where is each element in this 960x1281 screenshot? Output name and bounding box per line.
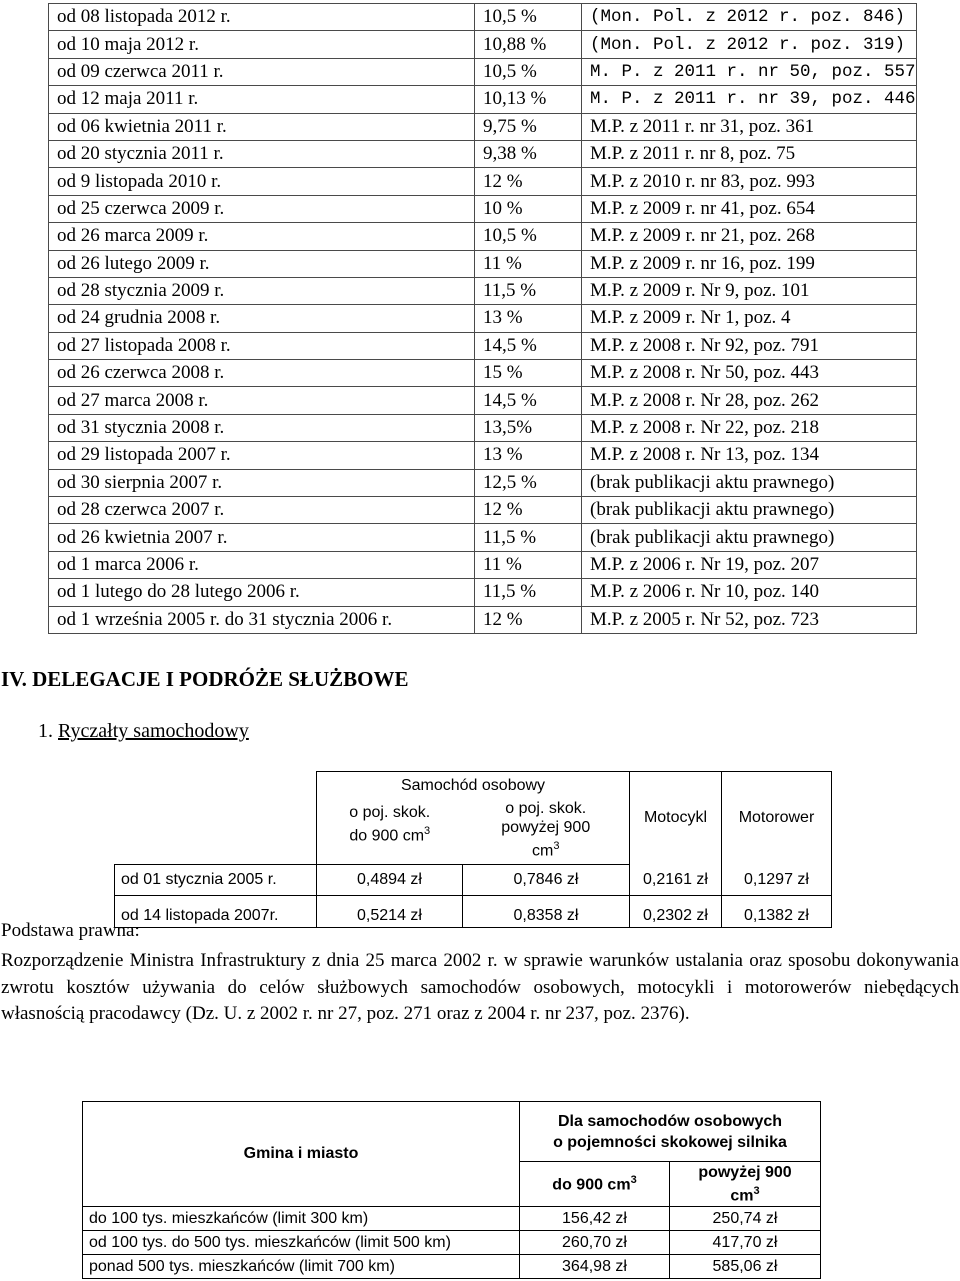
rate-period: od 09 czerwca 2011 r.: [49, 58, 475, 85]
rate-period: od 28 czerwca 2007 r.: [49, 497, 475, 524]
rate-value: 13 %: [475, 305, 582, 332]
rate-row: [49, 414, 917, 441]
rate-source: M.P. z 2009 r. nr 41, poz. 654: [582, 195, 917, 222]
rate-period: od 27 listopada 2008 r.: [49, 332, 475, 359]
rate-value: 11,5 %: [475, 524, 582, 551]
municipal-row-large: 250,74 zł: [670, 1207, 821, 1231]
vehicle-header-blank-2: [115, 797, 317, 865]
rate-row: [49, 387, 917, 414]
rate-source: M.P. z 2011 r. nr 8, poz. 75: [582, 140, 917, 167]
rate-row: [49, 360, 917, 387]
rate-value: 12 %: [475, 606, 582, 633]
vehicle-col-large-line1: o poj. skok.: [505, 799, 587, 817]
rate-row: [49, 442, 917, 469]
rate-row: [49, 223, 917, 250]
rate-row: [49, 277, 917, 304]
rate-source: M.P. z 2005 r. Nr 52, poz. 723: [582, 606, 917, 633]
rate-value: 11,5 %: [475, 277, 582, 304]
municipal-col-label: Gmina i miasto: [83, 1102, 520, 1207]
municipal-col-large-sup: 3: [753, 1184, 760, 1197]
rate-source: M.P. z 2010 r. nr 83, poz. 993: [582, 168, 917, 195]
rate-value: 10,5 %: [475, 58, 582, 85]
municipal-row-large: 417,70 zł: [670, 1231, 821, 1255]
vehicle-col-moped: Motorower: [722, 772, 832, 865]
municipal-row-label: ponad 500 tys. mieszkańców (limit 700 km): [83, 1255, 520, 1279]
rate-value: 13,5%: [475, 414, 582, 441]
vehicle-row-label: od 14 listopada 2007r.: [115, 896, 317, 928]
rate-row: [49, 524, 917, 551]
vehicle-col-small-engine: [317, 797, 463, 865]
rate-value: 9,75 %: [475, 113, 582, 140]
vehicle-row-large: 0,8358 zł: [463, 896, 630, 928]
vehicle-header-blank: [115, 772, 317, 797]
rate-period: od 28 stycznia 2009 r.: [49, 277, 475, 304]
rate-value: 10,5 %: [475, 4, 582, 31]
rate-row: [49, 113, 917, 140]
rate-value: 14,5 %: [475, 387, 582, 414]
vehicle-col-large-sup: 3: [553, 839, 560, 852]
rate-value: 11 %: [475, 551, 582, 578]
municipal-allowance-table: [82, 1101, 821, 1279]
rate-source: M.P. z 2011 r. nr 31, poz. 361: [582, 113, 917, 140]
municipal-row-large: 585,06 zł: [670, 1255, 821, 1279]
rate-source: M.P. z 2009 r. nr 16, poz. 199: [582, 250, 917, 277]
vehicle-group-header: Samochód osobowy: [317, 772, 630, 797]
rate-source: (Mon. Pol. z 2012 r. poz. 319): [582, 31, 917, 58]
rate-period: od 06 kwietnia 2011 r.: [49, 113, 475, 140]
rate-source: (brak publikacji aktu prawnego): [582, 469, 917, 496]
rate-source: M.P. z 2006 r. Nr 10, poz. 140: [582, 579, 917, 606]
rate-value: 11 %: [475, 250, 582, 277]
rate-period: od 29 listopada 2007 r.: [49, 442, 475, 469]
rate-row: [49, 497, 917, 524]
rate-source: M.P. z 2009 r. nr 21, poz. 268: [582, 223, 917, 250]
vehicle-row-small: 0,4894 zł: [317, 865, 463, 896]
rate-value: 13 %: [475, 442, 582, 469]
rate-period: od 26 kwietnia 2007 r.: [49, 524, 475, 551]
vehicle-col-large-engine: [463, 797, 630, 865]
rate-period: od 26 lutego 2009 r.: [49, 250, 475, 277]
municipal-row-small: 364,98 zł: [520, 1255, 670, 1279]
vehicle-row-label: od 01 stycznia 2005 r.: [115, 865, 317, 896]
rate-row: [49, 551, 917, 578]
rate-value: 14,5 %: [475, 332, 582, 359]
rate-value: 9,38 %: [475, 140, 582, 167]
rate-row: [49, 31, 917, 58]
rate-period: od 26 czerwca 2008 r.: [49, 360, 475, 387]
rate-period: od 1 lutego do 28 lutego 2006 r.: [49, 579, 475, 606]
municipal-row-small: 260,70 zł: [520, 1231, 670, 1255]
rate-row: [49, 305, 917, 332]
rate-source: M. P. z 2011 r. nr 39, poz. 446: [582, 86, 917, 113]
rate-value: 10,13 %: [475, 86, 582, 113]
rate-period: od 31 stycznia 2008 r.: [49, 414, 475, 441]
municipal-col-large-line2: [670, 1182, 820, 1205]
interest-rates-body: [49, 4, 917, 634]
vehicle-col-large-line2: powyżej 900: [501, 818, 591, 836]
vehicle-row-small: 0,5214 zł: [317, 896, 463, 928]
vehicle-col-large-line3: [463, 837, 630, 860]
municipal-col-small-text: do 900 cm: [552, 1176, 631, 1194]
vehicle-row-moped: 0,1382 zł: [722, 896, 832, 928]
rate-source: (brak publikacji aktu prawnego): [582, 524, 917, 551]
rate-period: od 25 czerwca 2009 r.: [49, 195, 475, 222]
rate-source: (brak publikacji aktu prawnego): [582, 497, 917, 524]
vehicle-col-small-sup: 3: [424, 825, 431, 838]
rate-row: [49, 86, 917, 113]
municipal-row-label: od 100 tys. do 500 tys. mieszkańców (limit 500 km): [83, 1231, 520, 1255]
subsection-label: Ryczałty samochodowy: [58, 720, 249, 742]
municipal-group-line2: o pojemności skokowej silnika: [553, 1133, 787, 1151]
vehicle-row-moto: 0,2161 zł: [630, 865, 722, 896]
municipal-row-label: do 100 tys. mieszkańców (limit 300 km): [83, 1207, 520, 1231]
rate-source: M.P. z 2006 r. Nr 19, poz. 207: [582, 551, 917, 578]
rate-period: od 1 września 2005 r. do 31 stycznia 2006 r.: [49, 606, 475, 633]
municipal-group-header: [520, 1102, 821, 1162]
rate-value: 15 %: [475, 360, 582, 387]
municipal-col-large-line1: powyżej 900: [698, 1163, 792, 1181]
rate-row: [49, 469, 917, 496]
rate-row: [49, 606, 917, 633]
rate-period: od 24 grudnia 2008 r.: [49, 305, 475, 332]
vehicle-allowance-table: [114, 771, 832, 928]
municipal-col-large: [670, 1162, 821, 1207]
rate-source: M.P. z 2009 r. Nr 1, poz. 4: [582, 305, 917, 332]
vehicle-col-small-line2: [317, 822, 463, 845]
rate-value: 10 %: [475, 195, 582, 222]
rate-source: M.P. z 2008 r. Nr 92, poz. 791: [582, 332, 917, 359]
rate-period: od 26 marca 2009 r.: [49, 223, 475, 250]
vehicle-row-large: 0,7846 zł: [463, 865, 630, 896]
vehicle-row-moto: 0,2302 zł: [630, 896, 722, 928]
rate-period: od 20 stycznia 2011 r.: [49, 140, 475, 167]
rate-period: od 10 maja 2012 r.: [49, 31, 475, 58]
rate-row: [49, 579, 917, 606]
legal-basis-text: Rozporządzenie Ministra Infrastruktury z dnia 25 marca 2002 r. w sprawie warunków ustalania oraz sposobu dokonywania zwrotu kosztów używania do celów służbowych samochodów osobowych, motocykli i motorowerów niebędących własnością pracodawcy (Dz. U. z 2002 r. nr 27, poz. 271 oraz z 2004 r. nr 237, poz. 2376).: [1, 950, 959, 1025]
rate-value: 12,5 %: [475, 469, 582, 496]
rate-period: od 27 marca 2008 r.: [49, 387, 475, 414]
section-heading: IV. DELEGACJE I PODRÓŻE SŁUŻBOWE: [1, 667, 409, 691]
interest-rates-table: [48, 3, 917, 634]
rate-row: [49, 195, 917, 222]
municipal-row-small: 156,42 zł: [520, 1207, 670, 1231]
rate-source: M.P. z 2008 r. Nr 13, poz. 134: [582, 442, 917, 469]
rate-source: M.P. z 2008 r. Nr 22, poz. 218: [582, 414, 917, 441]
legal-basis-label: Podstawa prawna:: [1, 920, 140, 941]
rate-period: od 12 maja 2011 r.: [49, 86, 475, 113]
rate-source: M.P. z 2008 r. Nr 50, poz. 443: [582, 360, 917, 387]
rate-source: M. P. z 2011 r. nr 50, poz. 557: [582, 58, 917, 85]
rate-row: [49, 4, 917, 31]
rate-period: od 9 listopada 2010 r.: [49, 168, 475, 195]
municipal-group-line1: Dla samochodów osobowych: [557, 1112, 783, 1130]
municipal-col-small: [520, 1162, 670, 1207]
municipal-col-large-text: cm: [730, 1187, 754, 1205]
rate-period: od 1 marca 2006 r.: [49, 551, 475, 578]
rate-row: [49, 58, 917, 85]
rate-source: M.P. z 2009 r. Nr 9, poz. 101: [582, 277, 917, 304]
rate-period: od 08 listopada 2012 r.: [49, 4, 475, 31]
vehicle-col-small-line1: o poj. skok.: [349, 804, 431, 822]
vehicle-row-moped: 0,1297 zł: [722, 865, 832, 896]
subsection-number: 1.: [38, 720, 53, 742]
rate-value: 12 %: [475, 168, 582, 195]
rate-source: M.P. z 2008 r. Nr 28, poz. 262: [582, 387, 917, 414]
rate-value: 10,5 %: [475, 223, 582, 250]
vehicle-col-motorcycle: Motocykl: [630, 772, 722, 865]
rate-value: 11,5 %: [475, 579, 582, 606]
municipal-col-small-sup: 3: [630, 1173, 637, 1186]
vehicle-col-large-text: cm: [532, 841, 554, 859]
rate-row: [49, 250, 917, 277]
rate-row: [49, 332, 917, 359]
rate-source: (Mon. Pol. z 2012 r. poz. 846): [582, 4, 917, 31]
rate-row: [49, 168, 917, 195]
subsection-heading: [38, 720, 249, 743]
rate-value: 12 %: [475, 497, 582, 524]
rate-value: 10,88 %: [475, 31, 582, 58]
rate-row: [49, 140, 917, 167]
rate-period: od 30 sierpnia 2007 r.: [49, 469, 475, 496]
vehicle-col-small-text: do 900 cm: [349, 827, 425, 845]
